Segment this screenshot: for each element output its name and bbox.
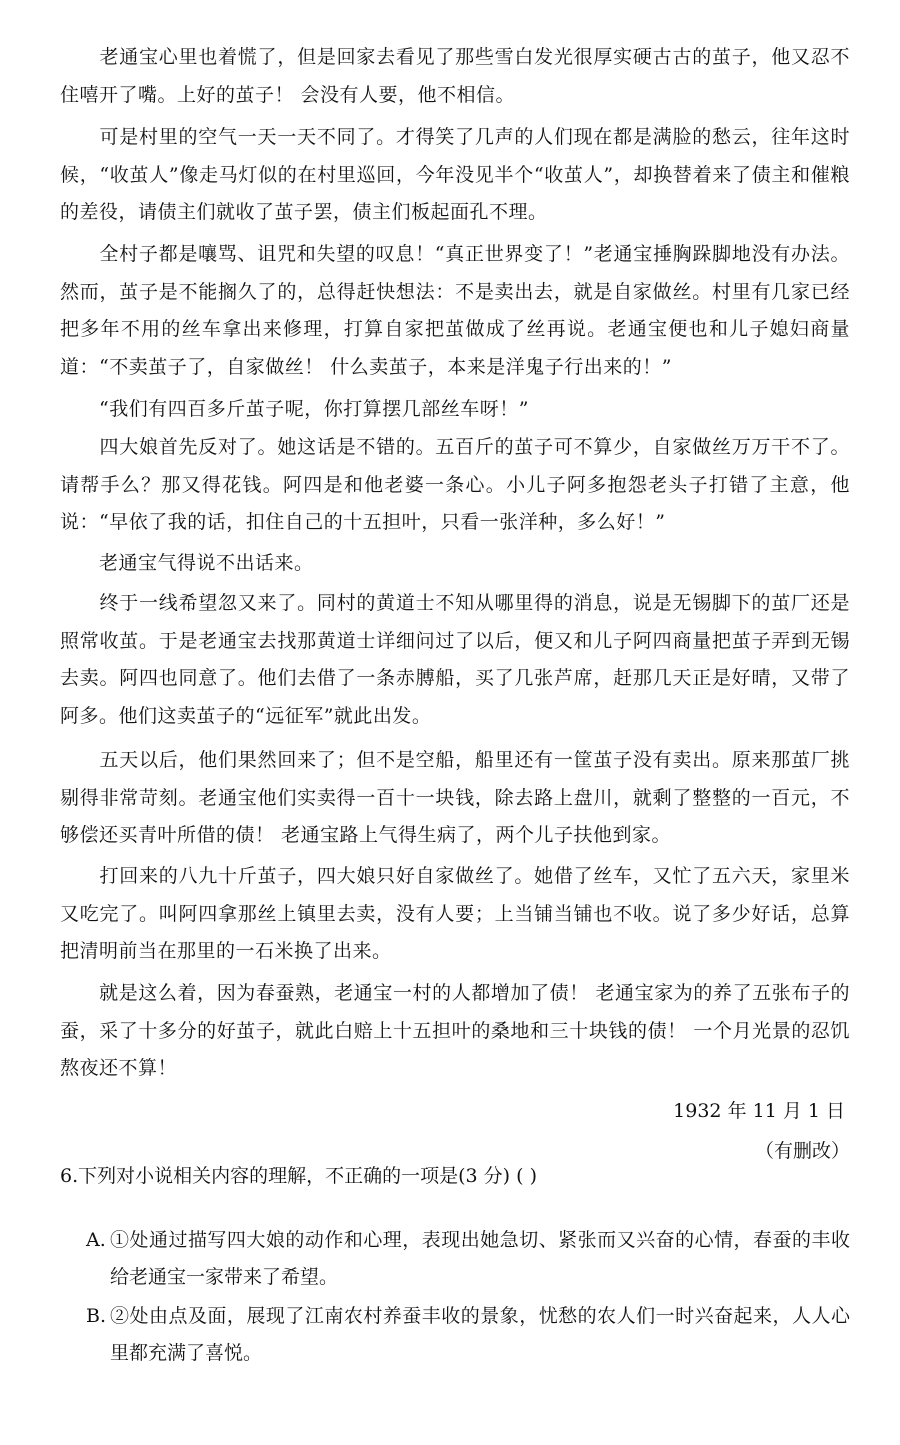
paragraph-6: 老通宝气得说不出话来。 [60,552,314,574]
question-option-a [86,1222,856,1296]
paragraph-2: 可是村里的空气一天一天不同了。才得笑了几声的人们现在都是满脸的愁云，往年这时候，“收茧人”像走马灯似的在村里巡回，今年没见半个“收茧人”，却换替着来了债主和催粮的差役，请债主们就收了茧子罢，债主们板起面孔不理。 [60,126,850,223]
paragraph-5: 四大娘首先反对了。她这话是不错的。五百斤的茧子可不算少，自家做丝万万干不了。请帮手么？那又得花钱。阿四是和他老婆一条心。小儿子阿多抱怨老头子打错了主意，他说：“早依了我的话，扣住自己的十五担叶，只看一张洋种，多么好！” [60,436,850,533]
paragraph-9: 打回来的八九十斤茧子，四大娘只好自家做丝了。她借了丝车，又忙了五六天，家里米又吃完了。叫阿四拿那丝上镇里去卖，没有人要；上当铺当铺也不收。说了多少好话，总算把清明前当在那里的一石米换了出来。 [60,865,850,962]
edit-note: （有删改） [754,1140,850,1162]
paragraph-8: 五天以后，他们果然回来了；但不是空船，船里还有一筐茧子没有卖出。原来那茧厂挑剔得非常苛刻。老通宝他们实卖得一百十一块钱，除去路上盘川，就剩了整整的一百元，不够偿还买青叶所借的债！ 老通宝路上气得生病了，两个儿子扶他到家。 [60,749,850,846]
option-b-text: ②处由点及面，展现了江南农村养蚕丰收的景象，忧愁的农人们一时兴奋起来，人人心里都充满了喜悦。 [110,1305,850,1364]
option-a-label: A. [86,1229,106,1251]
option-b-label: B. [86,1305,107,1327]
paragraph-10: 就是这么着，因为春蚕熟，老通宝一村的人都增加了债！ 老通宝家为的养了五张布子的蚕，采了十多分的好茧子，就此白赔上十五担叶的桑地和三十块钱的债！ 一个月光景的忍饥熬夜还不算！ [60,982,850,1079]
question-option-b [86,1298,856,1372]
paragraph-7: 终于一线希望忽又来了。同村的黄道士不知从哪里得的消息，说是无锡脚下的茧厂还是照常收茧。于是老通宝去找那黄道士详细问过了以后，便又和儿子阿四商量把茧子弄到无锡去卖。阿四也同意了。他们去借了一条赤膊船，买了几张芦席，赶那几天正是好晴，又带了阿多。他们这卖茧子的“远征军”就此出发。 [60,592,850,727]
paragraph-3: 全村子都是嚷骂、诅咒和失望的叹息！“真正世界变了！”老通宝捶胸跺脚地没有办法。然而，茧子是不能搁久了的，总得赶快想法：不是卖出去，就是自家做丝。村里有几家已经把多年不用的丝车拿出来修理，打算自家把茧做成了丝再说。老通宝便也和儿子媳妇商量道：“不卖茧子了，自家做丝！ 什么卖茧子，本来是洋鬼子行出来的！” [60,243,850,378]
paragraph-4: “我们有四百多斤茧子呢，你打算摆几部丝车呀！” [60,398,529,420]
paragraph-1: 老通宝心里也着慌了，但是回家去看见了那些雪白发光很厚实硬古古的茧子，他又忍不住嘻开了嘴。上好的茧子！ 会没有人要，他不相信。 [60,46,850,106]
option-a-text: ①处通过描写四大娘的动作和心理，表现出她急切、紧张而又兴奋的心情，春蚕的丰收给老通宝一家带来了希望。 [110,1229,850,1288]
question-stem: 6.下列对小说相关内容的理解，不正确的一项是(3 分) ( ) [60,1165,537,1187]
date-line: 1932 年 11 月 1 日 [673,1100,845,1122]
